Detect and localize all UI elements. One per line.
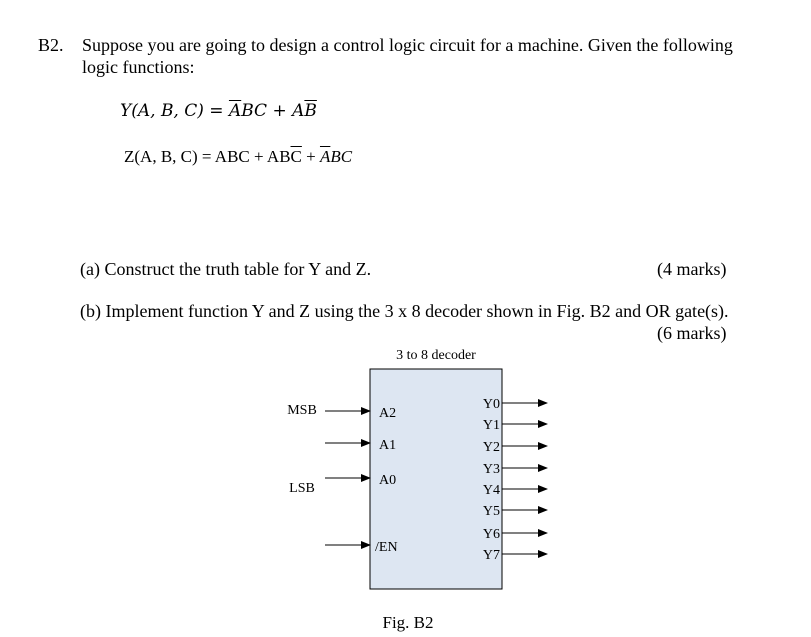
- equation-y-term1-bar: $\overline{A}$: [228, 101, 242, 121]
- input-label-a0: A0: [379, 473, 397, 488]
- output-label-y3: Y3: [482, 462, 500, 477]
- equation-y-lhs: Y(A, B, C) =: [120, 101, 229, 121]
- equation-z-term3-rest: BC: [330, 147, 353, 166]
- msb-label: MSB: [287, 403, 317, 418]
- output-label-y1: Y1: [482, 418, 500, 433]
- equation-z-plus: +: [301, 147, 320, 166]
- input-label-en: /EN: [375, 540, 398, 555]
- output-label-y4: Y4: [482, 483, 500, 498]
- question-line-1: Suppose you are going to design a control logic circuit for a machine. Given the following: [82, 35, 733, 55]
- output-label-y5: Y5: [482, 504, 500, 519]
- equation-z-term3-bar: $\overline{A}$: [319, 147, 331, 166]
- figure-caption: Fig. B2: [382, 613, 434, 632]
- output-label-y0: Y0: [482, 397, 500, 412]
- part-a-marks: (4 marks): [657, 259, 727, 279]
- equation-z-lhs: Z(A, B, C) = ABC + AB: [124, 147, 291, 166]
- part-b-text: (b) Implement function Y and Z using the 3 x 8 decoder shown in Fig. B2 and OR gate(s).: [80, 301, 729, 321]
- equation-z-term2-bar: $\overline{C}$: [290, 147, 302, 166]
- input-label-a1: A1: [379, 438, 397, 453]
- output-label-y7: Y7: [482, 548, 500, 563]
- part-b-marks: (6 marks): [657, 323, 727, 343]
- question-line-2: logic functions:: [82, 57, 195, 77]
- output-label-y2: Y2: [482, 440, 500, 455]
- output-label-y6: Y6: [482, 527, 500, 542]
- part-a-text: (a) Construct the truth table for Y and Z.: [80, 259, 372, 279]
- lsb-label: LSB: [289, 481, 315, 496]
- equation-y-term1-rest: BC: [241, 101, 268, 121]
- decoder-title: 3 to 8 decoder: [396, 348, 476, 363]
- equation-y-plus: + A: [267, 101, 305, 121]
- equation-y-term2-bar: $\overline{B}$: [304, 101, 317, 121]
- input-label-a2: A2: [379, 406, 397, 421]
- question-number: B2.: [38, 35, 64, 55]
